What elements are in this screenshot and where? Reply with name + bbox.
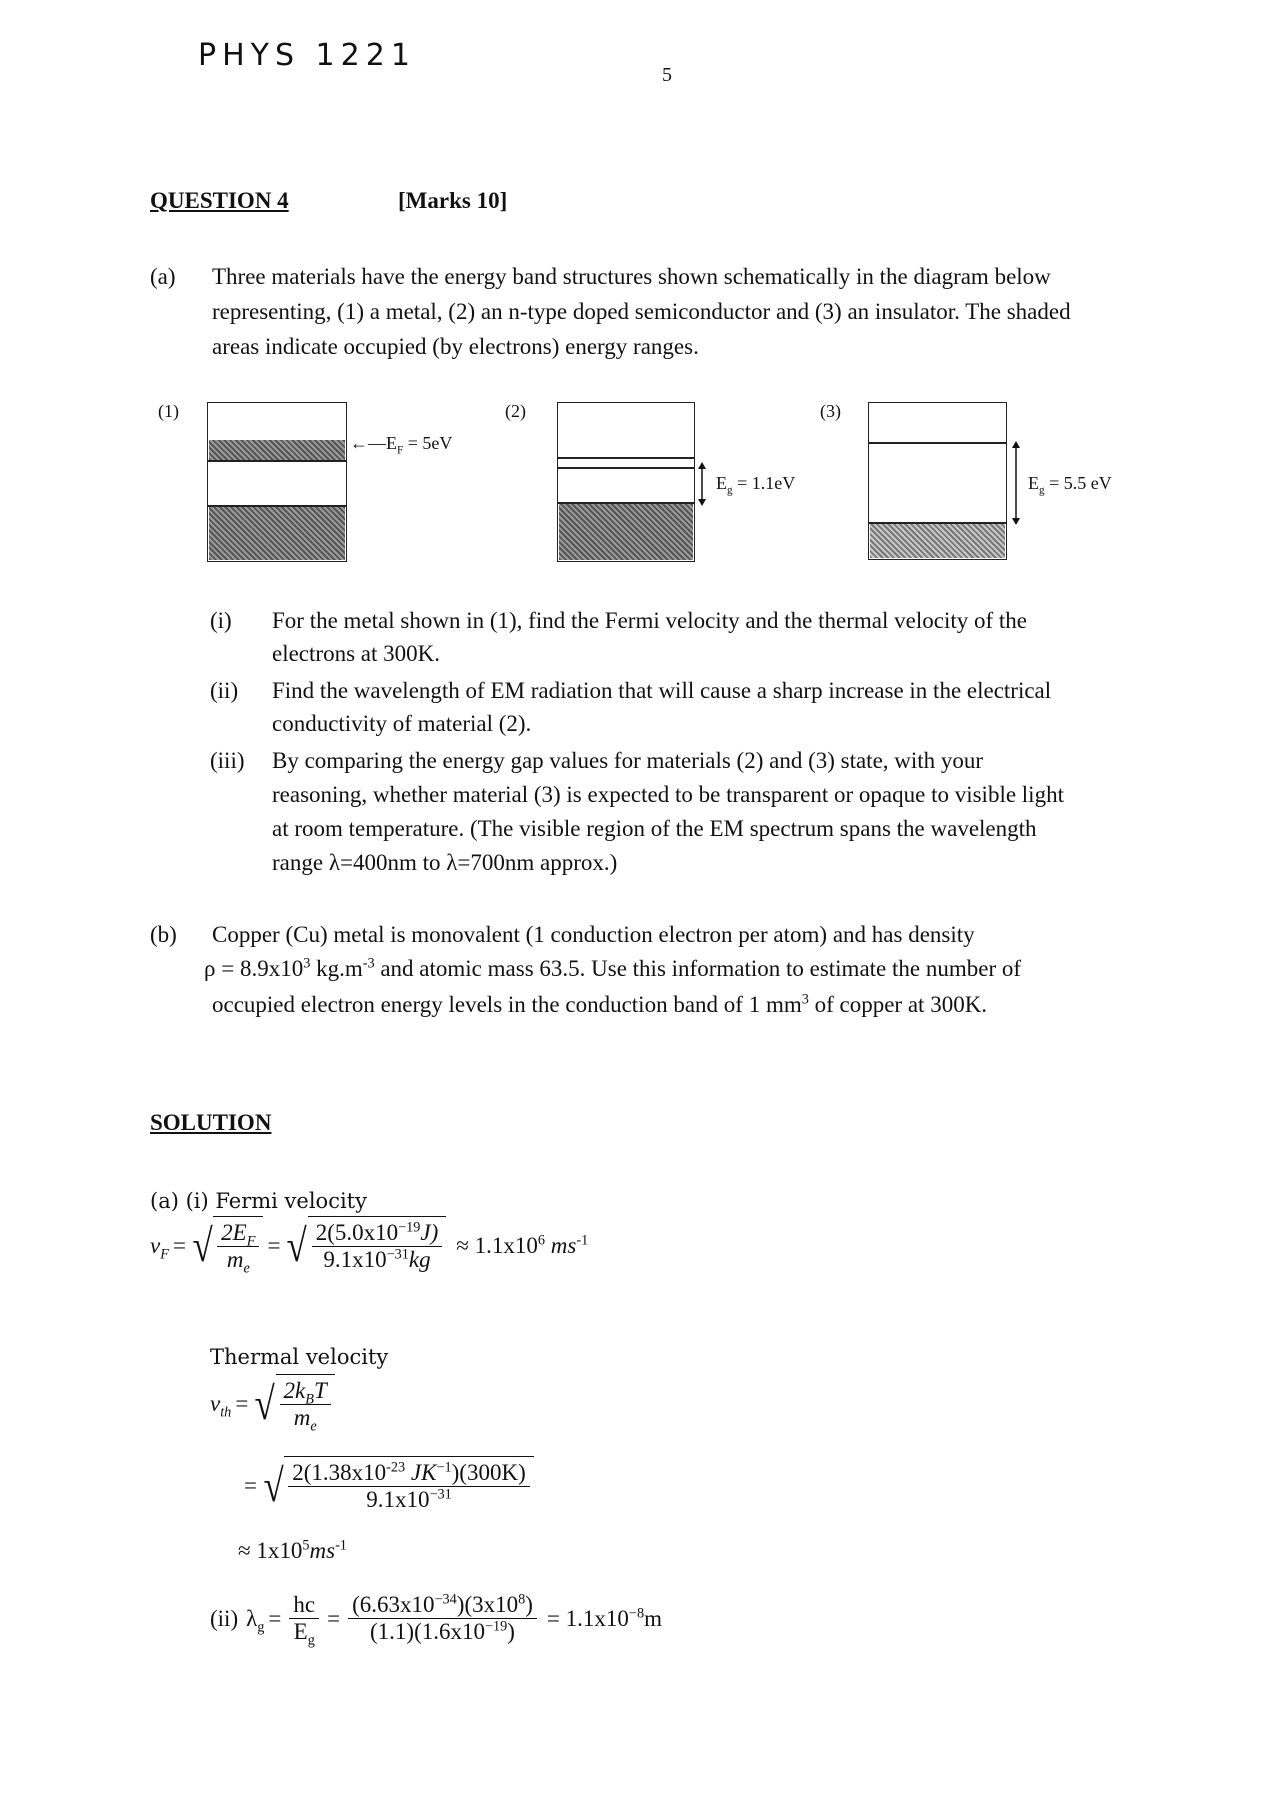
ef-symbol: E (386, 433, 397, 453)
part-b-line-3-text: occupied electron energy levels in the conduction band of 1 mm (212, 992, 802, 1017)
metal-band-edge (207, 460, 347, 462)
part-a-line-3: areas indicate occupied (by electrons) energy ranges. (212, 334, 699, 359)
subpart-iii-line-2: reasoning, whether material (3) is expected to be transparent or opaque to visible light (272, 782, 1064, 807)
thermal-sqrt-numeric: √ $\frac{2(1.38x10^{-23} JK^{-1})(300K)}{9.1x10^{-31}}$ (261, 1456, 534, 1516)
diagram-label-1: (1) (158, 401, 179, 421)
thermal-velocity-equation-2: = √ $\frac{2(1.38x10^{-23} JK^{-1})(300K)}{9.1x10^{-31}}$ (240, 1456, 534, 1516)
diagram-label-2: (2) (505, 401, 526, 421)
insulator-valence-band-fill (870, 522, 1005, 558)
thermal-result: ≈ $1x10^5ms^{-1}$ (238, 1537, 347, 1563)
density-unit-exponent: -3 (362, 955, 375, 972)
insulator-gap-arrow (1009, 441, 1023, 525)
semiconductor-valence-band-fill (559, 502, 693, 560)
wavelength-result: = $1.1x10^{-8}m$ (546, 1604, 662, 1631)
subpart-ii-line-1: Find the wavelength of EM radiation that will cause a sharp increase in the electrical (272, 678, 1052, 703)
part-a-line-1: Three materials have the energy band structures shown schematically in the diagram below (212, 264, 1051, 289)
eg2-value: = 5.5 eV (1044, 473, 1112, 493)
ef-value: = 5eV (403, 433, 453, 453)
vf-lhs: $v_F$ (150, 1233, 169, 1263)
part-b-line-2 (204, 952, 1021, 986)
hc-over-eg: $\frac{hc}{E_g}$ (289, 1592, 319, 1645)
vth-lhs: $v_{th}$ (210, 1391, 232, 1421)
fermi-sqrt-numeric: √ $\frac{2(5.0x10^{-19}J)}{9.1x10^{-31}kg}$ (284, 1216, 446, 1276)
question-marks: [Marks 10] (398, 188, 508, 213)
part-a-line-2: representing, (1) a metal, (2) an n-type doped semiconductor and (3) an insulator. The shaded (212, 299, 1071, 324)
metal-lower-band-edge (207, 505, 347, 507)
metal-partial-band-fill (209, 440, 345, 460)
semiconductor-conduction-edge (557, 467, 695, 469)
semiconductor-valence-edge (557, 502, 695, 504)
fermi-heading: (a) (i) Fermi velocity (150, 1189, 367, 1213)
question-title: QUESTION 4 (150, 188, 289, 213)
wavelength-equation: (ii) $\lambda_g$ = $\frac{hc}{E_g}$ = $\frac{(6.63x10^{-34})(3x10^8)}{(1.1)(1.6x10^{-19})}$ = $1.1x10^{-8}m$ (210, 1591, 662, 1649)
semiconductor-donor-level (557, 457, 695, 459)
insulator-gap-label (1028, 466, 1112, 500)
fermi-velocity-equation: $v_F$ = √ $\frac{2E_F}{m_e}$ = √ $\frac{2(5.0x10^{-19}J)}{9.1x10^{-31}kg}$ ≈ $1.1x10^6$ $ms^{-1}$ (150, 1216, 588, 1276)
ef-subscript: F (397, 444, 404, 457)
density-exponent: 3 (303, 955, 311, 972)
part-b-line-3 (212, 988, 987, 1022)
thermal-sqrt-symbolic: √ $\frac{2k_BT}{m_e}$ (252, 1374, 334, 1434)
thermal-heading: Thermal velocity (210, 1345, 389, 1369)
fermi-energy-label: $\leftarrow—E_F = 5eV$ (350, 433, 453, 457)
part-b-label: (b) (150, 922, 177, 947)
subpart-ii-label: (ii) (210, 678, 239, 703)
subpart-iii-line-4: range λ=400nm to λ=700nm approx.) (272, 850, 618, 875)
part-b-line-2-tail: and atomic mass 63.5. Use this information to estimate the number of (374, 956, 1022, 981)
fermi-result: ≈ $1.1x10^6$ $ms^{-1}$ (456, 1232, 589, 1258)
subpart-iii-line-1: By comparing the energy gap values for materials (2) and (3) state, with your (272, 748, 984, 773)
subpart-i-line-1: For the metal shown in (1), find the Fermi velocity and the thermal velocity of the (272, 608, 1027, 633)
course-code-handwritten: PHYS 1221 (198, 38, 416, 73)
eg2-subscript: g (1039, 484, 1045, 497)
part-b-line-1: Copper (Cu) metal is monovalent (1 conduction electron per atom) and has density (212, 922, 975, 947)
fermi-sqrt-symbolic: √ $\frac{2E_F}{m_e}$ (190, 1216, 264, 1276)
metal-lower-band-fill (209, 505, 345, 560)
page-number: 5 (662, 64, 672, 86)
eg1-value: = 1.1eV (732, 473, 796, 493)
thermal-velocity-equation-1: $v_{th}$ = √ $\frac{2k_BT}{m_e}$ (210, 1374, 335, 1434)
solution-title: SOLUTION (150, 1110, 272, 1135)
wavelength-numeric-fraction: $\frac{(6.63x10^{-34})(3x10^8)}{(1.1)(1.6x10^{-19})}$ (348, 1592, 537, 1645)
subpart-i-line-2: electrons at 300K. (272, 641, 440, 666)
eg1-symbol: E (716, 473, 727, 493)
semiconductor-gap-arrow (695, 462, 709, 506)
subpart-ii-line-2: conductivity of material (2). (272, 711, 532, 736)
eg2-symbol: E (1028, 473, 1039, 493)
subpart-iii-label: (iii) (210, 748, 245, 773)
part-b-line-3-tail: of copper at 300K. (808, 992, 988, 1017)
lambda-lhs: $\lambda_g$ (246, 1605, 265, 1636)
part-a-label: (a) (150, 264, 176, 289)
subpart-i-label: (i) (210, 608, 232, 633)
volume-exponent: 3 (801, 991, 809, 1008)
insulator-valence-edge (868, 522, 1007, 524)
density-unit: kg.m (310, 956, 363, 981)
semiconductor-gap-label (716, 466, 795, 500)
diagram-label-3: (3) (820, 401, 841, 421)
subpart-iii-line-3: at room temperature. (The visible region of the EM spectrum spans the wavelength (272, 816, 1037, 841)
density-value: ρ = 8.9x10 (204, 956, 304, 981)
eg1-subscript: g (727, 484, 733, 497)
wavelength-prefix: (ii) (210, 1605, 239, 1631)
insulator-conduction-edge (868, 442, 1007, 444)
